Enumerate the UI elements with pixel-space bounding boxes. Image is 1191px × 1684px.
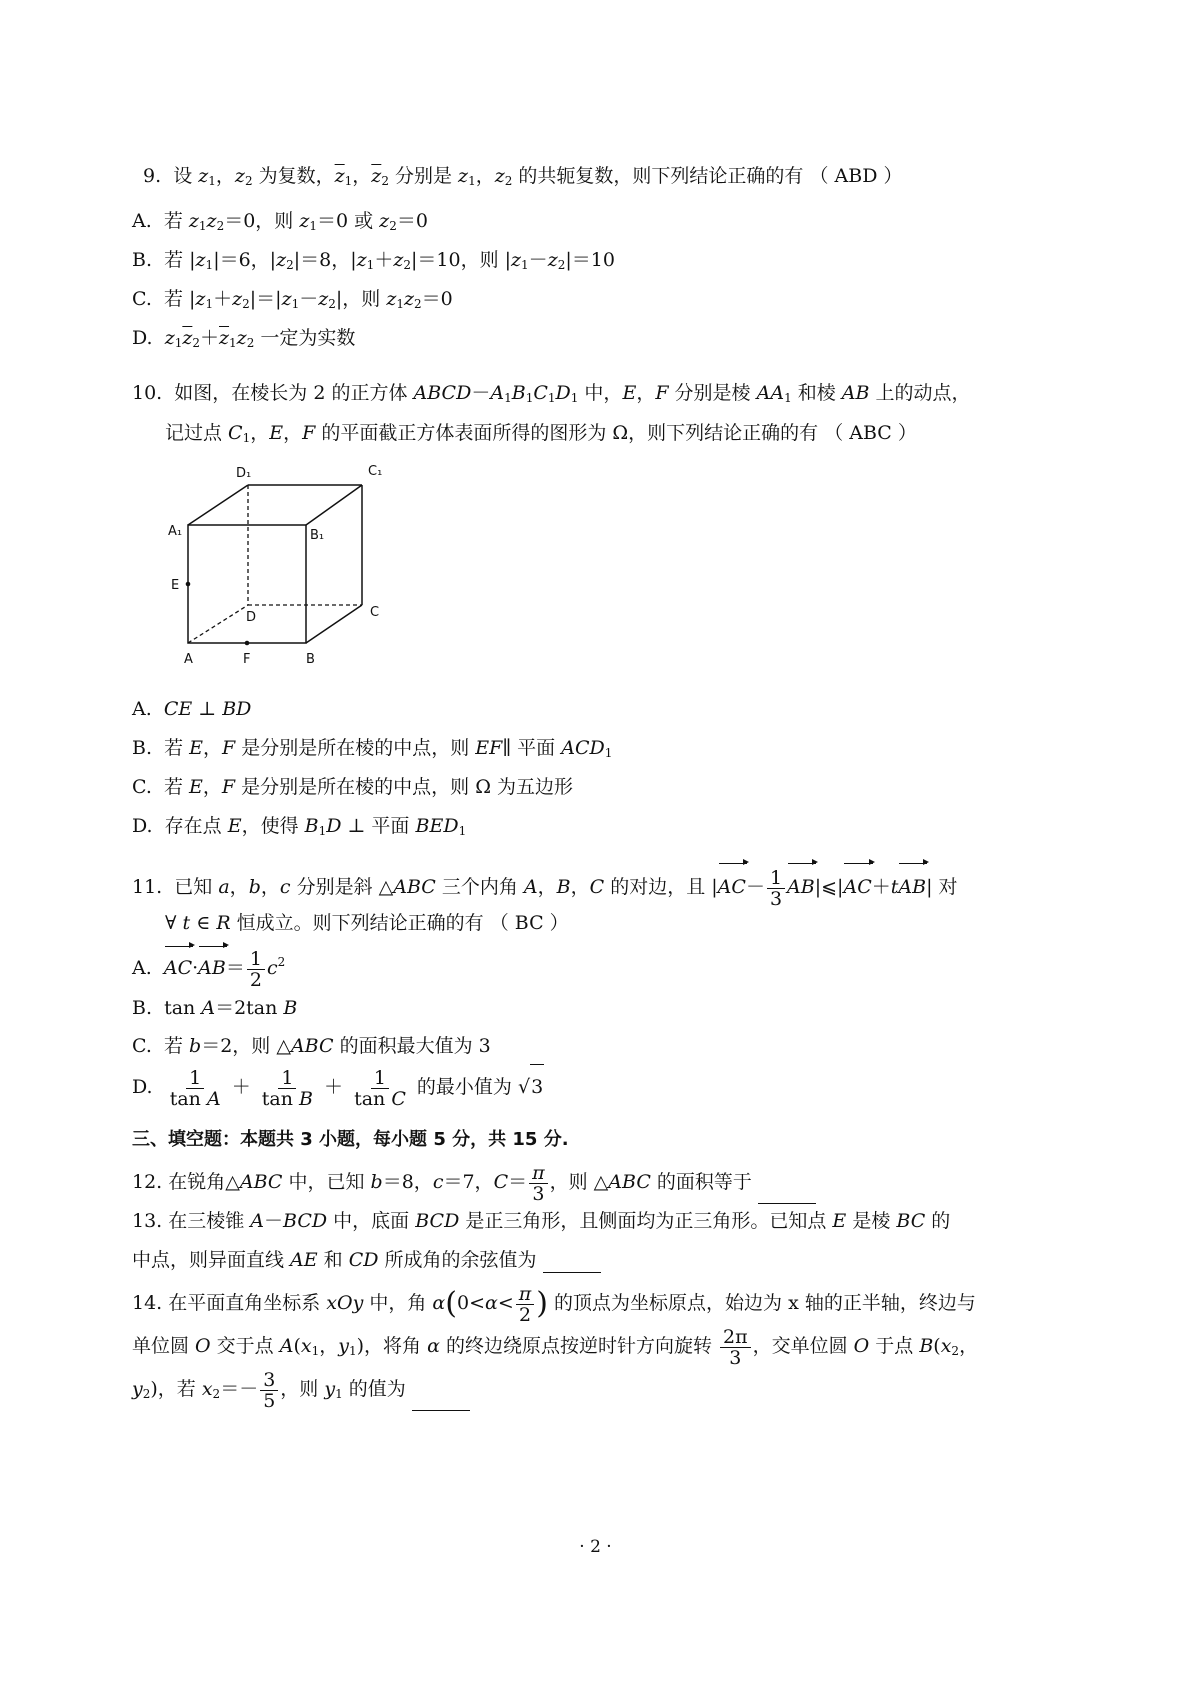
q11-option-b: B. tan A＝2tan B xyxy=(132,997,298,1019)
point-e xyxy=(186,582,191,587)
point-f xyxy=(245,641,250,646)
q10-line1: 10. 如图，在棱长为 2 的正方体 $ABCD-A_1B_1C_1D_1$ 中，E，F 分别是棱 $AA_1$ 和棱 AB 上的动点， xyxy=(132,382,971,405)
q11-option-c: C. 若 b＝2，则 △ABC 的面积最大值为 3 xyxy=(132,1035,491,1057)
q12-blank[interactable] xyxy=(758,1185,816,1204)
label-d1: D₁ xyxy=(236,466,252,481)
q11-answer: （ BC ） xyxy=(489,912,569,934)
q9-option-d: D. $z_1\overline{z}_2+\overline{z}_1z_2$ 一定为实数 xyxy=(132,327,356,350)
q10-option-b: B. 若 E，F 是分别是所在棱的中点，则 EF∥ 平面 $ACD_1$ xyxy=(132,737,613,760)
label-e: E xyxy=(171,578,180,593)
q10-line2: 记过点 $C_1$，E，F 的平面截正方体表面所得的图形为 Ω，则下列结论正确的有 （ ABC ） xyxy=(165,422,917,445)
section-heading: 三、填空题：本题共 3 小题，每小题 5 分，共 15 分. xyxy=(132,1129,569,1150)
q14-line3: $y_2$)，若 $x_2=-$ $\frac{3}{5}$ ，则 $y_1$ 的值为 xyxy=(132,1367,470,1411)
q11-line1: 11. 已知 a，b，c 分别是斜 △ABC 三个内角 A，B，C 的对边，且 |AC－ $\frac{1}{3}$ AB|⩽|AC＋tAB| 对 xyxy=(132,866,958,910)
q14-line1: 14. 在平面直角坐标系 xOy 中，角 α(0<α< $\frac{\pi}{2}$ ) 的顶点为坐标原点，始边为 x 轴的正半轴，终边与 xyxy=(132,1282,976,1326)
q9-stem: 9. 设 $z_1$，$z_2$ 为复数，$\overline{z}_1$，$\overline{z}_2$ 分别是 $z_1$，$z_2$ 的共轭复数，则下列结论正确的有 （ ABD ） xyxy=(143,165,903,188)
label-b: B xyxy=(306,652,315,667)
q10-answer: （ ABC ） xyxy=(824,422,917,444)
q11-line2: ∀ t ∈ R 恒成立。则下列结论正确的有 （ BC ） xyxy=(165,912,569,934)
q11-option-d: D. $\frac{1}{\text{tan A}}$ ＋ $\frac{1}{\text{tan B}}$ ＋ $\frac{1}{\text{tan C}}$ 的最小值为 √3 xyxy=(132,1064,544,1109)
q11-option-a: A. AC·AB＝ $\frac{1}{2}$ $c^2$ xyxy=(132,947,286,991)
q9-option-c: C. 若 $|z_1+z_2|=|z_1-z_2|$，则 $z_1z_2=0$ xyxy=(132,288,453,311)
label-a1: A₁ xyxy=(168,524,183,539)
q9-option-b: B. 若 $|z_1|=6$，$|z_2|=8$，$|z_1+z_2|=10$，则 $|z_1-z_2|=10$ xyxy=(132,249,615,272)
q9-answer: （ ABD ） xyxy=(809,165,903,187)
q12: 12. 在锐角△ABC 中，已知 b＝8，c＝7，C＝ $\frac{\pi}{3}$ ，则 △ABC 的面积等于 xyxy=(132,1160,816,1204)
q14-blank[interactable] xyxy=(412,1392,470,1411)
page-number: · 2 · xyxy=(579,1537,612,1557)
cube-figure xyxy=(160,455,400,675)
q10-option-c: C. 若 E，F 是分别是所在棱的中点，则 Ω 为五边形 xyxy=(132,776,573,798)
q13-line2: 中点，则异面直线 AE 和 CD 所成角的余弦值为 xyxy=(132,1247,601,1273)
q13-blank[interactable] xyxy=(543,1254,601,1273)
label-f: F xyxy=(243,652,251,667)
label-c1: C₁ xyxy=(368,464,383,479)
label-a: A xyxy=(184,652,193,667)
label-d: D xyxy=(246,610,257,625)
q10-option-a: A. CE ⊥ BD xyxy=(132,698,252,720)
label-c: C xyxy=(370,605,380,620)
label-b1: B₁ xyxy=(310,528,325,543)
q9-option-a: A. 若 $z_1z_2=0$，则 $z_1=0$ 或 $z_2=0$ xyxy=(132,210,428,233)
q10-option-d: D. 存在点 E，使得 $B_1D$ ⊥ 平面 $BED_1$ xyxy=(132,815,467,838)
q14-line2: 单位圆 O 交于点 $A(x_1$，$y_1$)，将角 α 的终边绕原点按逆时针方向旋转 $\frac{2\pi}{3}$ ，交单位圆 O 于点 $B(x_2$， xyxy=(132,1325,979,1369)
q13-line1: 13. 在三棱锥 A－BCD 中，底面 BCD 是正三角形，且侧面均为正三角形。已知点 E 是棱 BC 的 xyxy=(132,1210,951,1232)
